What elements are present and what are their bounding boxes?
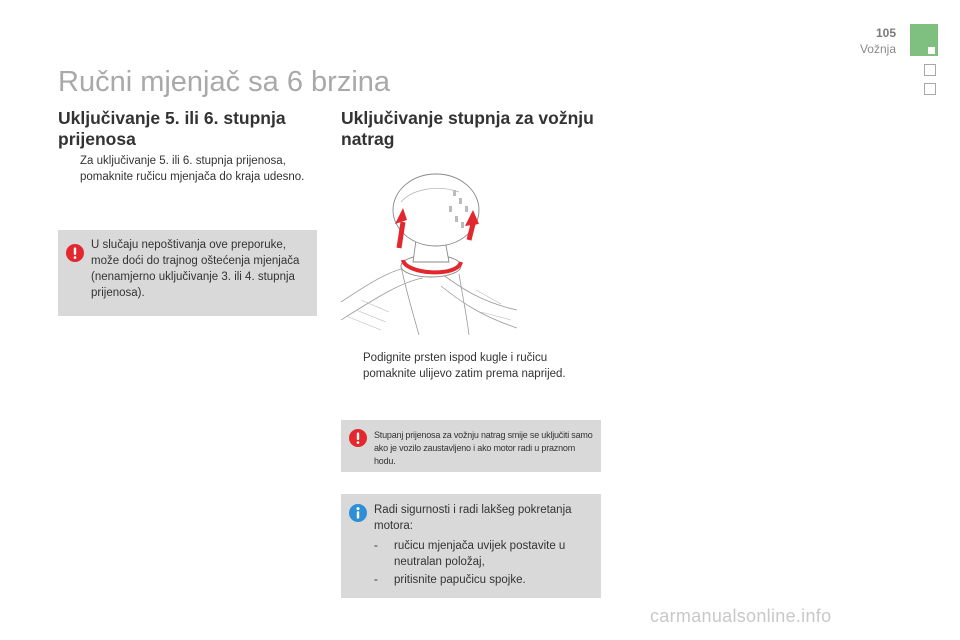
- warning-icon: [66, 244, 84, 262]
- section-name: Vožnja: [859, 42, 896, 56]
- info-intro: Radi sigurnosti i radi lakšeg pokretanja motora:: [374, 504, 572, 532]
- bullet-symbol: [341, 350, 363, 382]
- dash-symbol: -: [374, 574, 378, 586]
- page-title: Ručni mjenjač sa 6 brzina: [58, 66, 391, 98]
- info-item-text: pritisnite papučicu spojke.: [394, 574, 526, 586]
- instruction-bullet-reverse: [341, 350, 601, 382]
- gear-lever-illustration: [341, 170, 521, 335]
- dash-symbol: -: [374, 540, 378, 552]
- chapter-tab-marker-icon: [928, 47, 935, 54]
- info-note: [341, 494, 601, 598]
- page-number: 105: [875, 26, 896, 40]
- info-icon: [349, 504, 367, 522]
- bullet-symbol: [58, 153, 80, 185]
- section-heading-5th-6th-gear: Uključivanje 5. ili 6. stupnja prijenosa: [58, 108, 286, 149]
- chapter-tab-empty-2[interactable]: [924, 83, 936, 95]
- info-item-text: ručicu mjenjača uvijek postavite u neutralan položaj,: [394, 540, 566, 568]
- warning-text: U slučaju nepoštivanja ove preporuke, može doći do trajnog oštećenja mjenjača (nenamjerno uključivanje 3. ili 4. stupnja prijenosa).: [91, 239, 300, 299]
- instruction-text: Za uključivanje 5. ili 6. stupnja prijenosa, pomaknite ručicu mjenjača do kraja udesno.: [80, 155, 305, 183]
- info-list-item: [374, 572, 596, 588]
- instruction-bullet: [58, 153, 313, 185]
- warning-note: [58, 230, 317, 316]
- section-heading-reverse-gear: Uključivanje stupnja za vožnju natrag: [341, 108, 594, 149]
- info-list-item: [374, 538, 596, 570]
- reverse-gear-warning-note: [341, 420, 601, 472]
- instruction-text: Podignite prsten ispod kugle i ručicu pomaknite ulijevo zatim prema naprijed.: [363, 352, 566, 380]
- info-content: [374, 502, 596, 588]
- watermark-text: carmanualsonline.info: [650, 606, 832, 626]
- warning-icon: [349, 429, 367, 447]
- warning-text: Stupanj prijenosa za vožnju natrag smije se uključiti samo ako je vozilo zaustavljeno i ako motor radi u praznom hodu.: [374, 430, 593, 466]
- chapter-tab-empty-1[interactable]: [924, 64, 936, 76]
